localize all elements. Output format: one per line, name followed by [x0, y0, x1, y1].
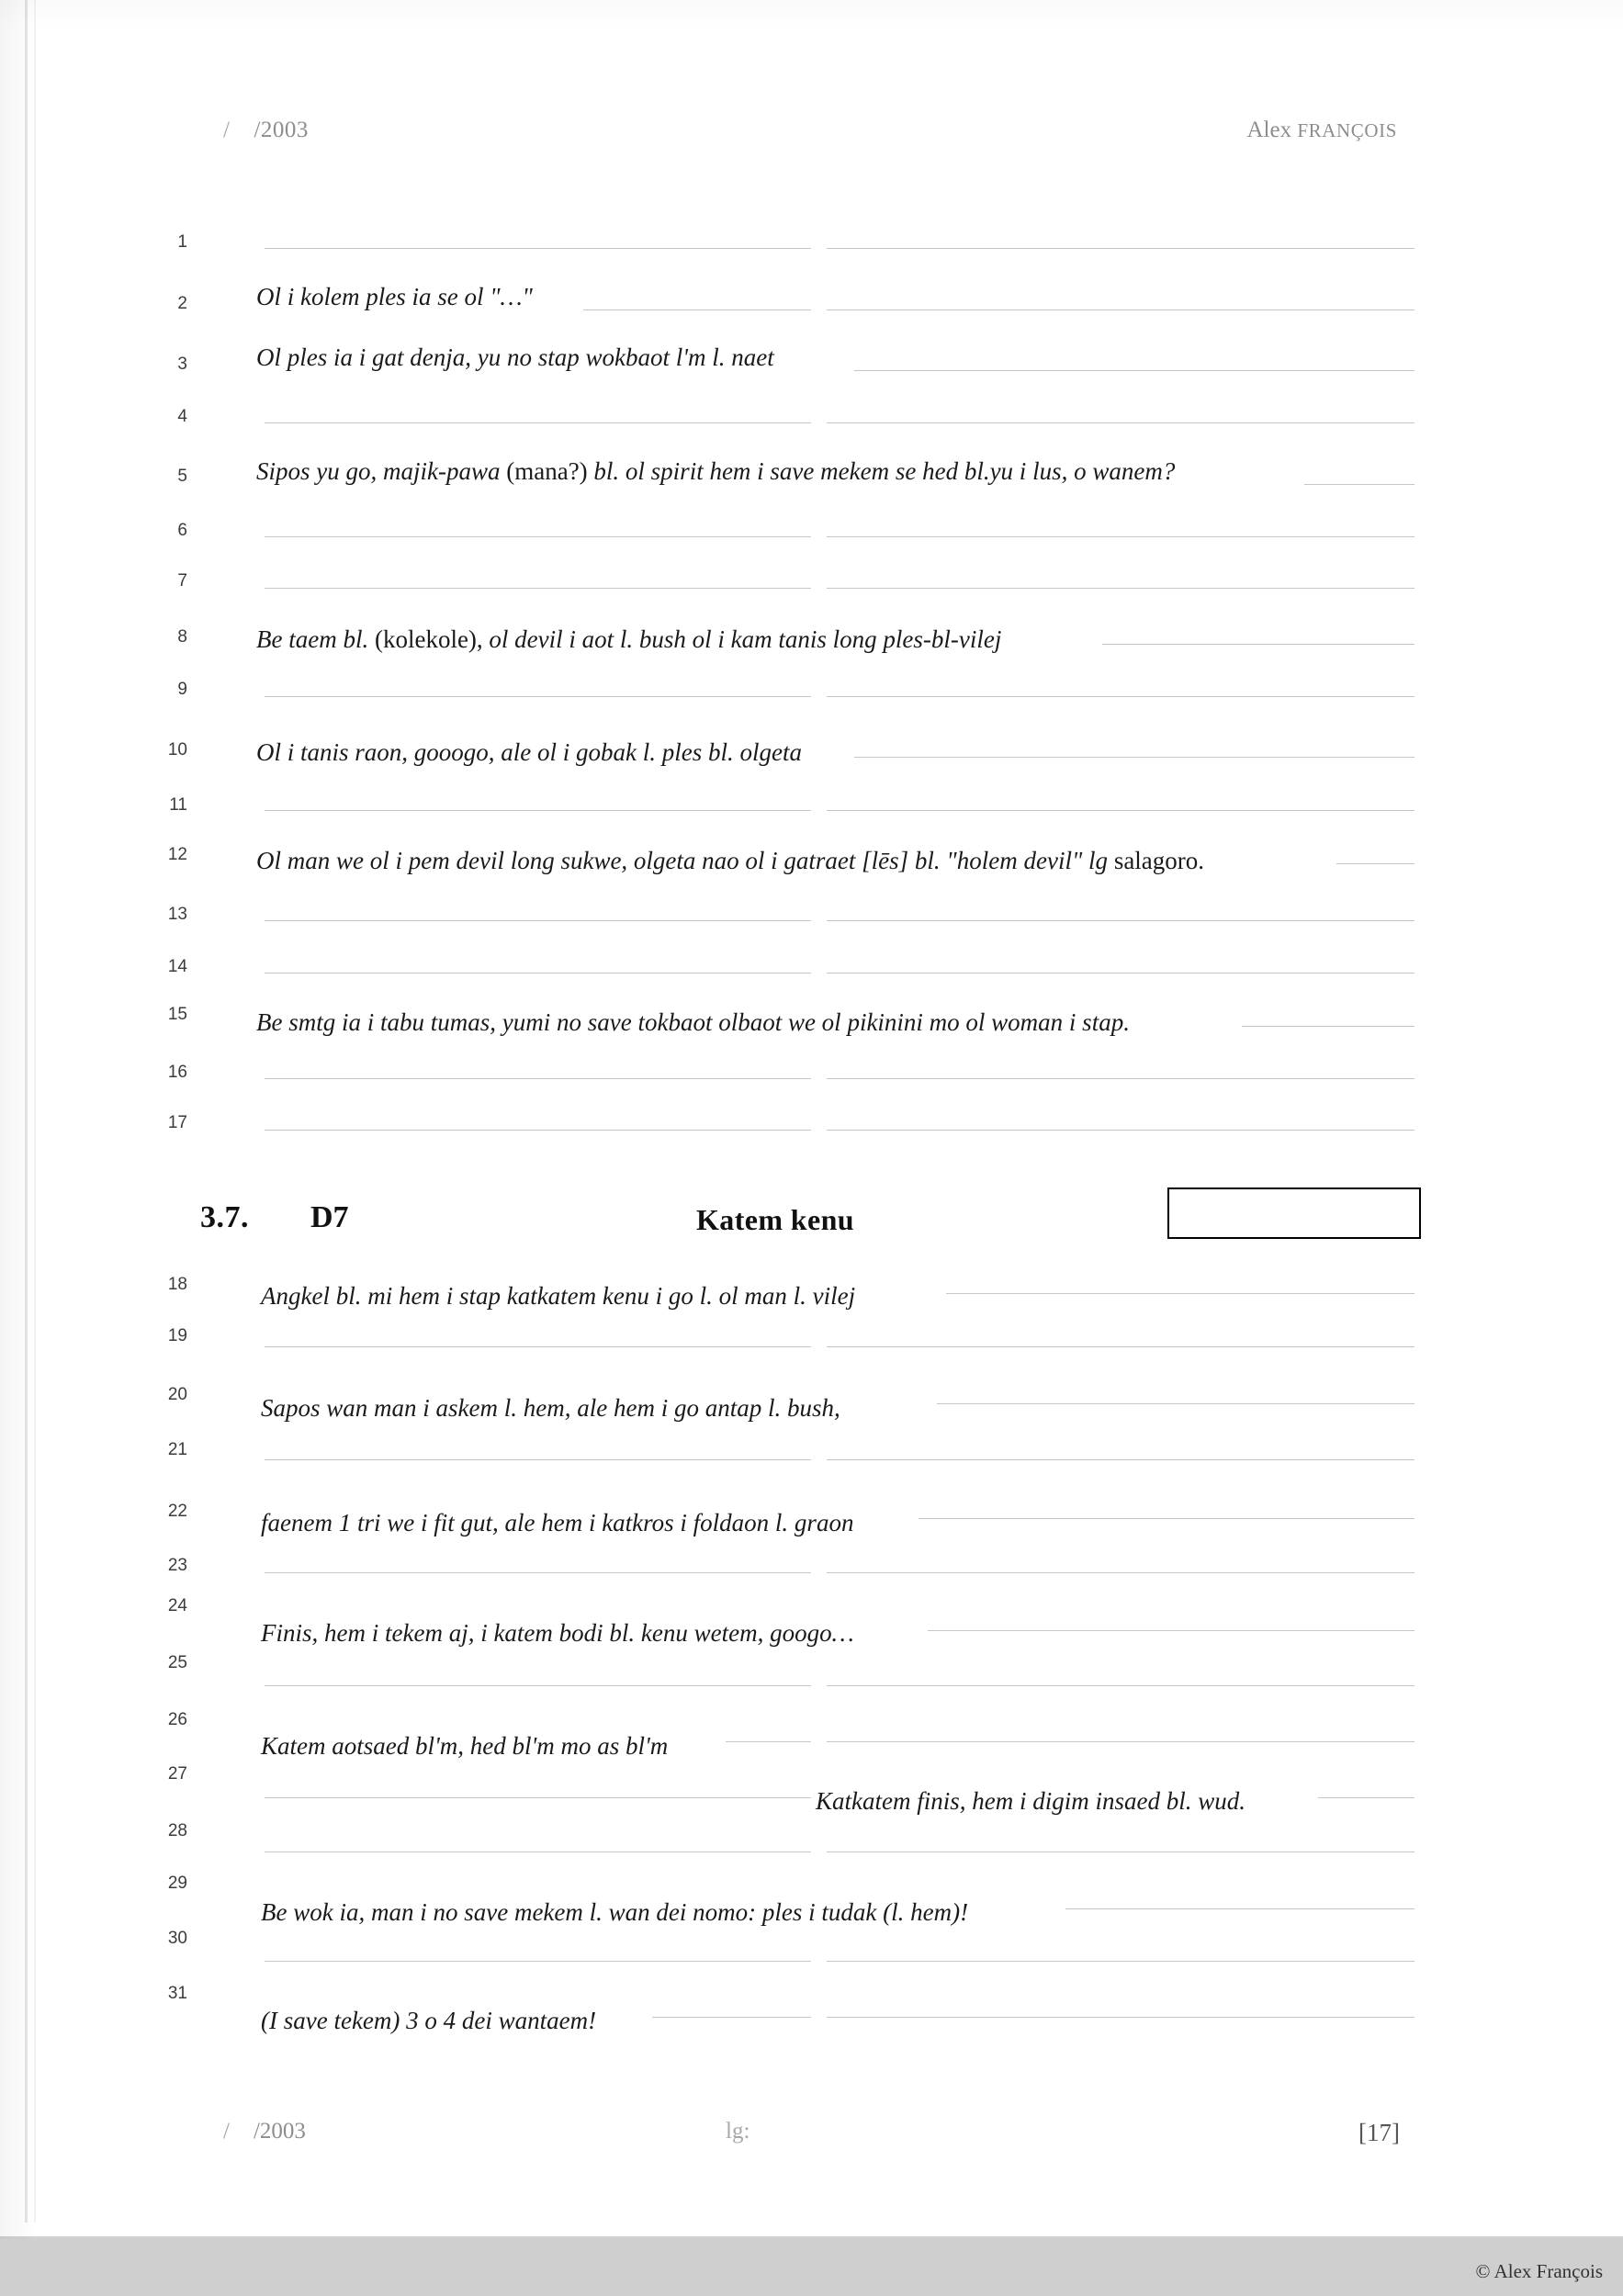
rule-line	[854, 757, 1414, 758]
rule-line	[265, 1078, 811, 1079]
transcript-line: Be smtg ia i tabu tumas, yumi no save tokbaot olbaot we ol pikinini mo ol woman i stap.	[256, 1008, 1130, 1036]
transcript-line: faenem 1 tri we i fit gut, ale hem i katkros i foldaon l. graon	[261, 1509, 854, 1536]
line-number: 14	[167, 957, 187, 976]
line-number: 29	[167, 1874, 187, 1893]
transcript-line	[256, 459, 1175, 484]
transcript-line: Angkel bl. mi hem i stap katkatem kenu i go l. ol man l. vilej	[261, 1282, 856, 1310]
transcript-line	[256, 627, 1001, 652]
rule-line	[827, 1459, 1414, 1460]
line-number: 16	[167, 1063, 187, 1082]
rule-line	[827, 1572, 1414, 1573]
line-number: 23	[167, 1556, 187, 1575]
line-number: 4	[177, 407, 187, 426]
line-number: 28	[167, 1821, 187, 1840]
rule-line	[265, 1797, 811, 1798]
rule-line	[265, 536, 811, 537]
transcript-segment: Ol man we ol i pem devil long sukwe, olgeta nao ol i gatraet [lēs] bl. "holem devil" lg	[256, 847, 1109, 874]
line-number: 31	[167, 1984, 187, 2003]
section-code: D7	[310, 1200, 349, 1234]
rule-line	[827, 810, 1414, 811]
rule-line	[265, 1961, 811, 1962]
section-number: 3.7.	[200, 1200, 249, 1234]
rule-line	[827, 1851, 1414, 1852]
footer-page-number: [17]	[1358, 2119, 1400, 2146]
rule-line	[827, 920, 1414, 921]
transcript-segment-roman: (kolekole),	[374, 625, 483, 653]
rule-line	[726, 1741, 811, 1742]
rule-line	[827, 248, 1414, 249]
rule-line	[265, 248, 811, 249]
rule-line	[919, 1518, 1414, 1519]
transcript-segment-roman: (mana?)	[506, 457, 588, 485]
rule-line	[652, 2017, 811, 2018]
line-number: 3	[177, 355, 187, 374]
line-number: 20	[167, 1385, 187, 1404]
rule-line	[265, 422, 811, 423]
rule-line	[827, 973, 1414, 974]
rule-line	[265, 920, 811, 921]
rule-line	[827, 1078, 1414, 1079]
line-number: 10	[167, 740, 187, 760]
line-number: 17	[167, 1113, 187, 1132]
transcript-segment: Sipos yu go, majik-pawa	[256, 457, 501, 485]
rule-line	[265, 1459, 811, 1460]
line-number: 11	[169, 795, 187, 815]
line-number: 18	[167, 1275, 187, 1294]
rule-line	[265, 1130, 811, 1131]
rule-line	[1065, 1908, 1414, 1909]
rule-line	[827, 422, 1414, 423]
transcript-line: Ol ples ia i gat denja, yu no stap wokbaot l'm l. naet	[256, 343, 774, 371]
rule-line	[827, 1130, 1414, 1131]
copyright-notice: © Alex François	[1475, 2260, 1603, 2282]
header-left	[223, 118, 309, 143]
rule-line	[265, 1346, 811, 1347]
line-number: 24	[167, 1596, 187, 1615]
transcript-line: Sapos wan man i askem l. hem, ale hem i go antap l. bush,	[261, 1394, 840, 1422]
rule-line	[1318, 1797, 1414, 1798]
transcript-line: Ol i tanis raon, gooogo, ale ol i gobak l. ples bl. olgeta	[256, 738, 802, 766]
header-left-slash: /	[223, 118, 231, 142]
line-number: 8	[177, 627, 187, 647]
transcript-line: Ol i kolem ples ia se ol "…"	[256, 283, 533, 310]
transcript-segment-roman: salagoro.	[1113, 847, 1205, 874]
scan-edge	[25, 0, 28, 2223]
rule-line	[827, 588, 1414, 589]
scan-edge-secondary	[34, 0, 36, 2223]
line-number: 19	[167, 1326, 187, 1345]
line-number: 21	[167, 1440, 187, 1459]
transcript-line: Katkatem finis, hem i digim insaed bl. wud.	[816, 1787, 1245, 1815]
header-author-first: Alex	[1246, 118, 1292, 142]
transcript-segment: bl. ol spirit hem i save mekem se hed bl.yu i lus, o wanem?	[593, 457, 1176, 485]
footer-middle: lg:	[726, 2119, 750, 2144]
rule-line	[827, 2017, 1414, 2018]
rule-line	[1336, 863, 1414, 864]
rule-line	[827, 1741, 1414, 1742]
rule-line	[827, 1685, 1414, 1686]
line-number: 2	[177, 294, 187, 313]
rule-line	[1242, 1026, 1414, 1027]
transcript-line	[256, 849, 1204, 873]
rule-line	[265, 1851, 811, 1852]
rule-line	[946, 1293, 1414, 1294]
line-number: 12	[167, 845, 187, 864]
transcript-line: Be wok ia, man i no save mekem l. wan dei nomo: ples i tudak (l. hem)!	[261, 1898, 969, 1926]
transcript-segment: Be taem bl.	[256, 625, 369, 653]
rule-line	[265, 973, 811, 974]
rule-line	[265, 810, 811, 811]
rule-line	[827, 696, 1414, 697]
rule-line	[827, 1961, 1414, 1962]
footer-left	[223, 2119, 306, 2144]
section-title: Katem kenu	[696, 1203, 854, 1236]
rule-line	[1304, 484, 1414, 485]
scan-bottom-band	[0, 2239, 1623, 2296]
transcript-segment: ol devil i aot l. bush ol i kam tanis long ples-bl-vilej	[489, 625, 1002, 653]
line-number: 13	[167, 905, 187, 924]
line-number: 7	[177, 571, 187, 591]
transcript-line: Katem aotsaed bl'm, hed bl'm mo as bl'm	[261, 1732, 669, 1760]
transcript-line: Finis, hem i tekem aj, i katem bodi bl. kenu wetem, googo…	[261, 1619, 854, 1647]
line-number: 26	[167, 1710, 187, 1729]
rule-line	[265, 1685, 811, 1686]
line-number: 5	[177, 467, 187, 486]
rule-line	[928, 1630, 1414, 1631]
line-number: 25	[167, 1653, 187, 1672]
footer-left-date: /2003	[253, 2119, 306, 2144]
rule-line	[827, 1346, 1414, 1347]
rule-line	[937, 1403, 1414, 1404]
line-number: 22	[167, 1502, 187, 1521]
header-author	[1246, 118, 1397, 143]
line-number: 27	[167, 1764, 187, 1784]
footer-left-slash: /	[223, 2119, 230, 2144]
rule-line	[854, 370, 1414, 371]
header-author-last: FRANÇOIS	[1297, 119, 1397, 141]
line-number: 30	[167, 1929, 187, 1948]
rule-line	[827, 536, 1414, 537]
rule-line	[265, 696, 811, 697]
line-number: 15	[167, 1005, 187, 1024]
rule-line	[1102, 644, 1414, 645]
rule-line	[265, 588, 811, 589]
rule-line	[265, 1572, 811, 1573]
line-number: 9	[177, 680, 187, 699]
header-left-date: /2003	[254, 118, 309, 142]
line-number: 6	[177, 521, 187, 540]
transcript-line: (I save tekem) 3 o 4 dei wantaem!	[261, 2007, 597, 2034]
line-number: 1	[177, 232, 187, 252]
section-empty-box[interactable]	[1167, 1187, 1421, 1239]
